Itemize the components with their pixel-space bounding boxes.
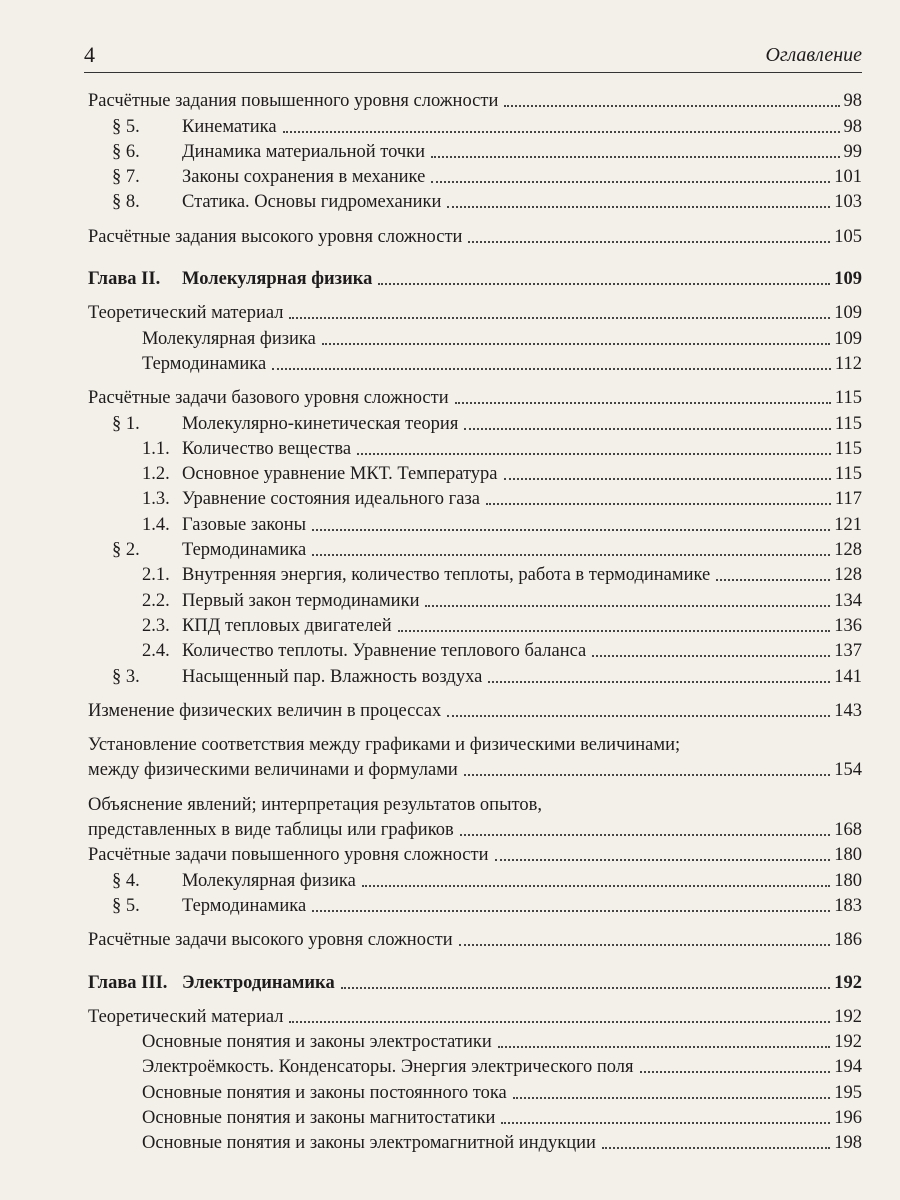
toc-entry-title: Внутренняя энергия, количество теплоты, работа в термодинамике [182, 565, 711, 586]
toc-entry [88, 926, 862, 951]
toc-entry-number: 1.2. [142, 464, 170, 485]
dot-leader [459, 944, 831, 946]
toc-entry-page: 180 [834, 845, 862, 866]
toc-entry-title: Расчётные задачи повышенного уровня сложности [88, 845, 489, 866]
dot-leader [602, 1147, 830, 1149]
toc-entry-title: Теоретический материал [88, 1006, 284, 1027]
toc-entry [88, 731, 862, 756]
toc-entry [88, 188, 862, 213]
toc-entry-title: Газовые законы [182, 514, 307, 535]
dot-leader [460, 834, 831, 836]
toc-entry-number: § 4. [112, 870, 140, 891]
toc-entry-number: 1.1. [142, 438, 170, 459]
dot-leader [464, 774, 830, 776]
dot-leader [362, 885, 830, 887]
toc-entry-title: Насыщенный пар. Влажность воздуха [182, 666, 483, 687]
toc-entry [88, 435, 862, 460]
toc-entry-page: 117 [834, 489, 862, 510]
toc-entry-title: Кинематика [182, 116, 277, 137]
dot-leader [640, 1071, 831, 1073]
page-number: 4 [84, 42, 95, 67]
toc-entry [88, 1003, 862, 1028]
toc-entry-page: 115 [834, 438, 862, 459]
toc-entry-page: 137 [834, 641, 862, 662]
toc-entry-title: Уравнение состояния идеального газа [182, 489, 480, 510]
toc-entry [88, 1053, 862, 1078]
dot-leader [495, 859, 831, 861]
toc-entry-number: 1.4. [142, 514, 170, 535]
toc-entry-page: 105 [834, 226, 862, 247]
toc-entry [88, 1104, 862, 1129]
dot-leader [501, 1122, 830, 1124]
toc-entry-title: Термодинамика [182, 540, 307, 561]
toc-entry [88, 536, 862, 561]
toc-entry [88, 1129, 862, 1154]
toc-entry [88, 384, 862, 409]
toc-entry-page: 128 [834, 540, 862, 561]
toc-entry [88, 350, 862, 375]
toc-entry-title: Динамика материальной точки [182, 141, 426, 162]
toc-entry-number: § 7. [112, 167, 140, 188]
toc-entry-page: 192 [834, 1006, 862, 1027]
dot-leader [592, 655, 830, 657]
dot-leader [398, 630, 831, 632]
toc-entry-number: § 2. [112, 540, 140, 561]
dot-leader [341, 987, 831, 989]
toc-entry-page: 115 [834, 464, 862, 485]
toc-entry-title: Основные понятия и законы электромагнитной индукции [142, 1133, 596, 1154]
toc-entry-number: § 5. [112, 895, 140, 916]
toc-entry-page: 143 [834, 700, 862, 721]
toc-entry-page: 112 [834, 353, 862, 374]
toc-entry [88, 138, 862, 163]
toc-entry-page: 195 [834, 1082, 862, 1103]
toc-entry-number: Глава II. [88, 269, 161, 290]
toc-entry-page: 198 [834, 1133, 862, 1154]
dot-leader [447, 715, 830, 717]
dot-leader [431, 156, 839, 158]
toc-entry [88, 790, 862, 815]
dot-leader [716, 579, 830, 581]
toc-entry-title: Расчётные задания высокого уровня сложности [88, 226, 463, 247]
toc-entry-number: § 1. [112, 413, 140, 434]
toc-entry-number: 2.2. [142, 590, 170, 611]
toc-entry-title: Молекулярная физика [182, 269, 373, 290]
toc-entry-page: 134 [834, 590, 862, 611]
dot-leader [289, 1021, 830, 1023]
dot-leader [378, 283, 830, 285]
toc-entry-number: Глава III. [88, 972, 168, 993]
toc-entry-number: § 6. [112, 141, 140, 162]
running-title: Оглавление [765, 44, 862, 66]
toc-entry-title: Молекулярная физика [142, 328, 316, 349]
toc-entry-page: 98 [843, 91, 862, 112]
toc-entry-title: между физическими величинами и формулами [88, 760, 458, 781]
dot-leader [468, 241, 830, 243]
toc-entry [88, 299, 862, 324]
toc-entry-page: 194 [834, 1057, 862, 1078]
toc-entry-title: представленных в виде таблицы или графиков [88, 820, 454, 841]
dot-leader [504, 478, 831, 480]
toc-entry-number: 2.1. [142, 565, 170, 586]
toc-entry [88, 1078, 862, 1103]
toc-entry-page: 168 [834, 820, 862, 841]
toc-entry-title: Основные понятия и законы постоянного тока [142, 1082, 507, 1103]
toc-entry [88, 561, 862, 586]
toc-entry-number: § 5. [112, 116, 140, 137]
toc-entry-page: 99 [843, 141, 862, 162]
page-header [84, 40, 862, 73]
dot-leader [431, 181, 830, 183]
toc-entry-page: 101 [834, 167, 862, 188]
toc-entry-title: Термодинамика [182, 895, 307, 916]
toc-entry-number: 2.4. [142, 641, 170, 662]
toc-entry-title: Статика. Основы гидромеханики [182, 192, 442, 213]
dot-leader [488, 681, 830, 683]
dot-leader [322, 343, 830, 345]
toc-chapter [88, 968, 862, 993]
toc-entry-title: Основные понятия и законы магнитостатики [142, 1107, 496, 1128]
dot-leader [272, 368, 831, 370]
toc-entry-title: Изменение физических величин в процессах [88, 700, 442, 721]
toc-entry [88, 485, 862, 510]
toc-entry-page: 109 [834, 269, 862, 290]
toc-entry [88, 697, 862, 722]
toc-entry [88, 87, 862, 112]
toc-entry [88, 222, 862, 247]
toc-entry-page: 128 [834, 565, 862, 586]
dot-leader [486, 503, 831, 505]
toc-entry [88, 586, 862, 611]
toc-entry-page: 121 [834, 514, 862, 535]
toc-entry-page: 154 [834, 760, 862, 781]
toc-entry [88, 409, 862, 434]
toc-entry [88, 510, 862, 535]
toc-entry-number: 1.3. [142, 489, 170, 510]
toc-entry-title: Электродинамика [182, 972, 335, 993]
dot-leader [504, 105, 839, 107]
toc-entry [88, 612, 862, 637]
toc-entry-title: Теоретический материал [88, 303, 284, 324]
toc-entry-page: 136 [834, 615, 862, 636]
toc-entry [88, 866, 862, 891]
dot-leader [357, 453, 831, 455]
dot-leader [289, 317, 830, 319]
toc-entry-title: Термодинамика [142, 353, 267, 374]
toc-entry-page: 186 [834, 930, 862, 951]
toc-entry-title: КПД тепловых двигателей [182, 615, 392, 636]
toc-entry-title: Молекулярная физика [182, 870, 356, 891]
toc-entry-page: 103 [834, 192, 862, 213]
toc-entry [88, 637, 862, 662]
table-of-contents [88, 87, 862, 1154]
toc-entry-page: 115 [834, 388, 862, 409]
toc-entry-page: 196 [834, 1107, 862, 1128]
dot-leader [455, 402, 831, 404]
toc-entry-number: § 3. [112, 666, 140, 687]
toc-entry [88, 892, 862, 917]
toc-entry [88, 662, 862, 687]
dot-leader [312, 910, 830, 912]
toc-entry-page: 115 [834, 413, 862, 434]
toc-entry [88, 1028, 862, 1053]
toc-entry-title: Расчётные задачи базового уровня сложности [88, 388, 449, 409]
toc-entry-page: 98 [843, 116, 862, 137]
toc-chapter [88, 265, 862, 290]
toc-entry [88, 460, 862, 485]
toc-entry-page: 183 [834, 895, 862, 916]
toc-entry [88, 756, 862, 781]
dot-leader [447, 206, 830, 208]
toc-entry-number: § 8. [112, 192, 140, 213]
dot-leader [498, 1046, 830, 1048]
toc-entry [88, 841, 862, 866]
toc-entry [88, 324, 862, 349]
toc-entry-title: Объяснение явлений; интерпретация результатов опытов, [88, 794, 542, 815]
toc-entry-number: 2.3. [142, 615, 170, 636]
toc-entry [88, 112, 862, 137]
dot-leader [283, 131, 840, 133]
toc-entry-page: 109 [834, 328, 862, 349]
toc-entry-title: Основное уравнение МКТ. Температура [182, 464, 498, 485]
toc-entry-title: Первый закон термодинамики [182, 590, 420, 611]
dot-leader [464, 428, 831, 430]
toc-entry-page: 180 [834, 870, 862, 891]
toc-entry-page: 192 [834, 1032, 862, 1053]
dot-leader [312, 554, 830, 556]
dot-leader [425, 605, 830, 607]
toc-entry-page: 192 [834, 972, 862, 993]
toc-entry [88, 816, 862, 841]
toc-entry-title: Расчётные задания повышенного уровня сложности [88, 91, 499, 112]
toc-entry-title: Законы сохранения в механике [182, 167, 426, 188]
dot-leader [312, 529, 830, 531]
toc-entry-title: Молекулярно-кинетическая теория [182, 413, 459, 434]
toc-entry-title: Расчётные задачи высокого уровня сложности [88, 930, 453, 951]
toc-entry-title: Электроёмкость. Конденсаторы. Энергия электрического поля [142, 1057, 634, 1078]
dot-leader [513, 1097, 831, 1099]
toc-entry [88, 163, 862, 188]
toc-entry-title: Количество теплоты. Уравнение теплового баланса [182, 641, 587, 662]
toc-entry-page: 141 [834, 666, 862, 687]
toc-entry-title: Основные понятия и законы электростатики [142, 1032, 492, 1053]
toc-entry-title: Количество вещества [182, 438, 352, 459]
toc-entry-title: Установление соответствия между графиками и физическими величинами; [88, 735, 681, 756]
toc-entry-page: 109 [834, 303, 862, 324]
